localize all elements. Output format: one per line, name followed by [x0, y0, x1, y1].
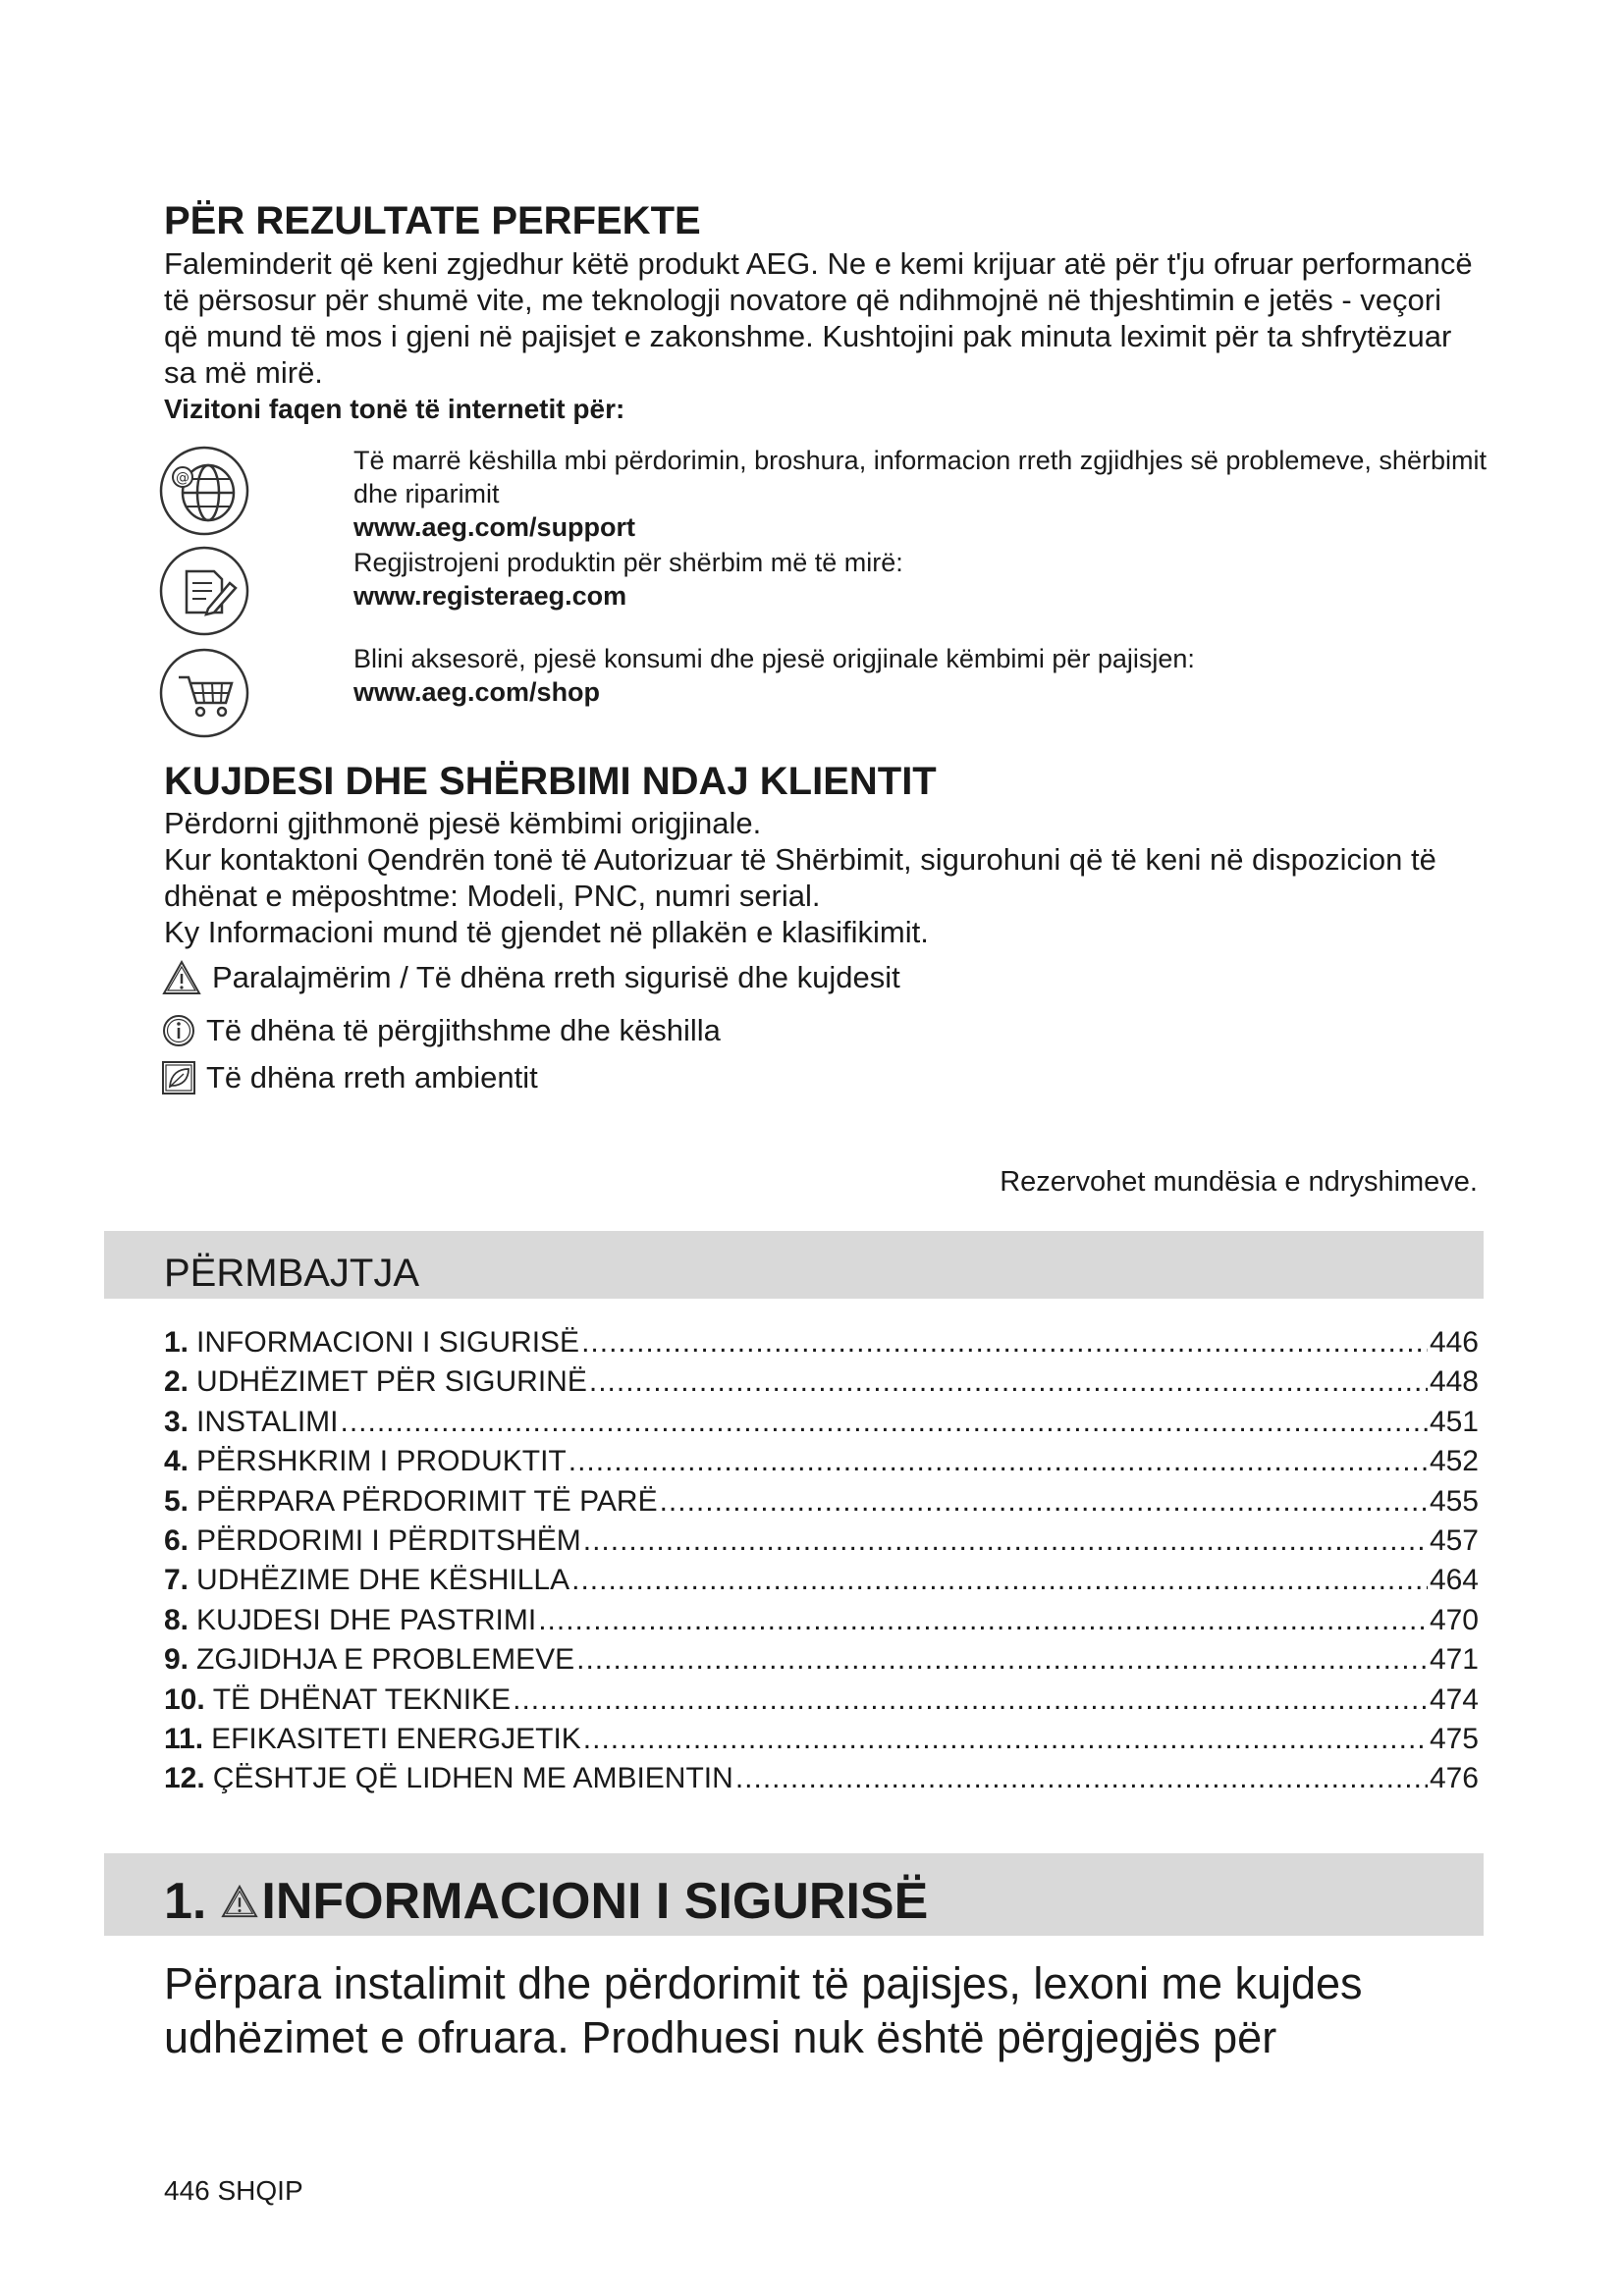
table-of-contents	[164, 1323, 1479, 1799]
toc-item-page: 452	[1429, 1445, 1479, 1478]
toc-leader-dots	[660, 1482, 1428, 1522]
svg-text:@: @	[176, 470, 189, 486]
toc-item-number: 4.	[164, 1445, 189, 1478]
support-link-text: Të marrë këshilla mbi përdorimin, broshura, informacion rreth zgjidhjes së problemeve, shërbimit dhe riparimit	[353, 446, 1487, 508]
toc-item[interactable]	[164, 1442, 1479, 1481]
toc-item-label: EFIKASITETI ENERGJETIK	[211, 1722, 581, 1755]
toc-item-page: 446	[1429, 1326, 1479, 1359]
toc-item-page: 470	[1429, 1603, 1479, 1636]
toc-item-label: TË DHËNAT TEKNIKE	[212, 1682, 512, 1716]
toc-leader-dots	[583, 1720, 1428, 1759]
visit-label: Vizitoni faqen tonë të internetit për:	[164, 394, 625, 424]
toc-item-page: 474	[1429, 1682, 1479, 1716]
warning-icon	[161, 959, 202, 996]
toc-item-number: 5.	[164, 1484, 189, 1518]
toc-item-label: PËRDORIMI I PËRDITSHËM	[196, 1523, 581, 1557]
toc-leader-dots	[513, 1681, 1428, 1720]
toc-item-label: UDHËZIMET PËR SIGURINË	[196, 1365, 587, 1399]
toc-title: PËRMBAJTJA	[164, 1252, 420, 1295]
toc-item[interactable]	[164, 1362, 1479, 1402]
toc-item-label: INSTALIMI	[196, 1405, 339, 1438]
section-number: 1.	[164, 1873, 207, 1930]
info-icon	[161, 1013, 196, 1048]
toc-leader-dots	[583, 1522, 1428, 1561]
toc-item-number: 7.	[164, 1564, 189, 1597]
toc-item-label: INFORMACIONI I SIGURISË	[196, 1326, 580, 1359]
toc-leader-dots	[571, 1561, 1428, 1600]
section-paragraph: Përpara instalimit dhe përdorimit të pajisjes, lexoni me kujdes udhëzimet e ofruara. Prodhuesi nuk është përgjegjës për	[164, 1958, 1363, 2062]
care-line: Ky Informacioni mund të gjendet në pllakën e klasifikimit.	[164, 915, 929, 949]
legend-warning-text: Paralajmërim / Të dhëna rreth sigurisë dhe kujdesit	[212, 960, 900, 994]
toc-item-page: 471	[1429, 1643, 1479, 1677]
toc-item-page: 464	[1429, 1564, 1479, 1597]
page-footer: 446 SHQIP	[164, 2175, 303, 2206]
toc-leader-dots	[576, 1640, 1428, 1680]
care-line: Kur kontaktoni Qendrën tonë të Autorizuar të Shërbimit, sigurohuni që të keni në dispozicion të dhënat e mëposhtme: Modeli, PNC, numri serial.	[164, 842, 1436, 913]
toc-leader-dots	[735, 1759, 1428, 1798]
toc-leader-dots	[341, 1403, 1428, 1442]
care-text	[164, 805, 1480, 950]
shop-link-url[interactable]: www.aeg.com/shop	[353, 677, 601, 707]
toc-item-label: UDHËZIME DHE KËSHILLA	[196, 1564, 570, 1597]
toc-leader-dots	[538, 1601, 1428, 1640]
register-icon	[157, 544, 251, 638]
toc-item[interactable]	[164, 1482, 1479, 1522]
toc-item-page: 448	[1429, 1365, 1479, 1399]
toc-item-number: 6.	[164, 1523, 189, 1557]
legend-environment-text: Të dhëna rreth ambientit	[206, 1060, 538, 1095]
legend-warning	[161, 958, 900, 997]
toc-item[interactable]	[164, 1640, 1479, 1680]
toc-item[interactable]	[164, 1403, 1479, 1442]
intro-paragraph: Faleminderit që keni zgjedhur këtë produkt AEG. Ne e kemi krijuar atë për t'ju ofruar performancë të përsosur për shumë vite, me teknologji novatore që ndihmojnë në thjeshtimin e jetës - veçori që mund të mos i gjeni në pajisjet e zakonshme. Kushtojini pak minuta leximit për ta shfrytëzuar sa më mirë.	[164, 246, 1473, 390]
toc-item-page: 476	[1429, 1762, 1479, 1795]
legend-info-text: Të dhëna të përgjithshme dhe këshilla	[206, 1013, 721, 1047]
toc-leader-dots	[581, 1323, 1428, 1362]
care-line: Përdorni gjithmonë pjesë këmbimi origjinale.	[164, 806, 762, 840]
toc-item[interactable]	[164, 1720, 1479, 1759]
toc-item-number: 10.	[164, 1682, 205, 1716]
register-link-url[interactable]: www.registeraeg.com	[353, 581, 627, 611]
legend-info	[161, 1011, 721, 1050]
toc-item-number: 1.	[164, 1326, 189, 1359]
toc-item[interactable]	[164, 1323, 1479, 1362]
toc-item-number: 3.	[164, 1405, 189, 1438]
toc-item[interactable]	[164, 1601, 1479, 1640]
toc-item-label: PËRSHKRIM I PRODUKTIT	[196, 1445, 567, 1478]
toc-item[interactable]	[164, 1561, 1479, 1600]
toc-item-label: KUJDESI DHE PASTRIMI	[196, 1603, 537, 1636]
leaf-icon	[161, 1060, 196, 1095]
register-link-text: Regjistrojeni produktin për shërbim më të mirë:	[353, 548, 903, 577]
toc-item-page: 451	[1429, 1405, 1479, 1438]
support-link-url[interactable]: www.aeg.com/support	[353, 512, 636, 542]
toc-item-label: PËRPARA PËRDORIMIT TË PARË	[196, 1484, 658, 1518]
toc-item-number: 12.	[164, 1762, 205, 1795]
legend-environment	[161, 1058, 538, 1097]
care-heading: KUJDESI DHE SHËRBIMI NDAJ KLIENTIT	[164, 760, 937, 803]
toc-item[interactable]	[164, 1681, 1479, 1720]
cart-icon	[157, 646, 251, 740]
warning-icon	[220, 1884, 259, 1919]
register-link-row	[157, 538, 1492, 646]
shop-link-row	[157, 638, 1492, 746]
toc-item-number: 9.	[164, 1643, 189, 1677]
support-link-row	[157, 436, 1492, 544]
toc-item[interactable]	[164, 1522, 1479, 1561]
toc-item-number: 8.	[164, 1603, 189, 1636]
section-title-text: INFORMACIONI I SIGURISË	[261, 1873, 929, 1930]
toc-item-label: ÇËSHTJE QË LIDHEN ME AMBIENTIN	[212, 1762, 733, 1795]
toc-leader-dots	[589, 1362, 1428, 1402]
toc-item[interactable]	[164, 1759, 1479, 1798]
toc-item-number: 2.	[164, 1365, 189, 1399]
section-title	[164, 1870, 928, 1933]
toc-item-page: 457	[1429, 1523, 1479, 1557]
toc-item-page: 455	[1429, 1484, 1479, 1518]
globe-icon	[157, 444, 251, 538]
toc-item-number: 11.	[164, 1722, 204, 1755]
reserved-note: Rezervohet mundësia e ndryshimeve.	[1000, 1166, 1478, 1198]
toc-item-page: 475	[1429, 1722, 1479, 1755]
shop-link-text: Blini aksesorë, pjesë konsumi dhe pjesë origjinale këmbimi për pajisjen:	[353, 644, 1195, 673]
toc-item-label: ZGJIDHJA E PROBLEMEVE	[196, 1643, 575, 1677]
intro-heading: PËR REZULTATE PERFEKTE	[164, 199, 701, 242]
toc-leader-dots	[568, 1442, 1428, 1481]
